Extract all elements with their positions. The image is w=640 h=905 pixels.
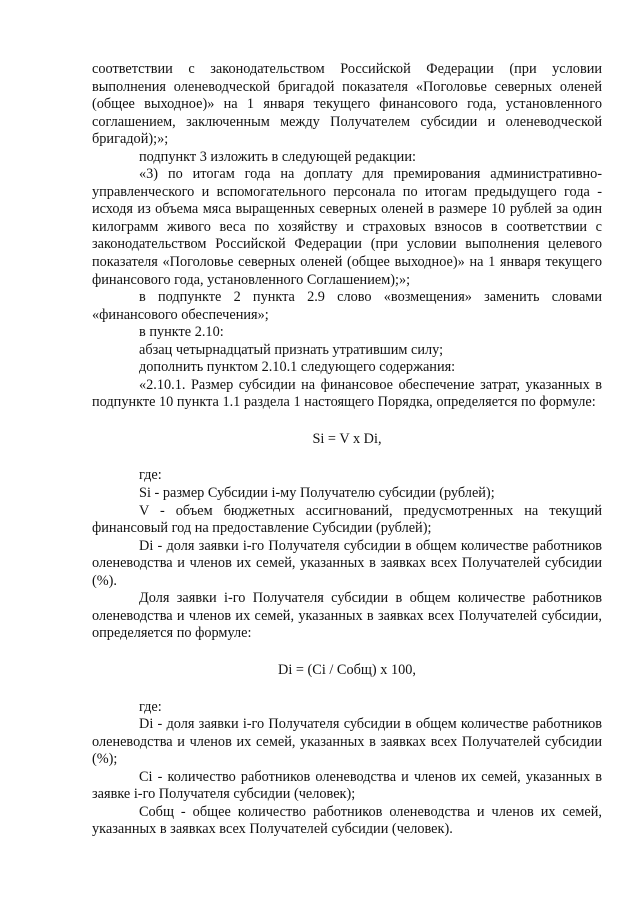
where-label-2: где:	[139, 698, 162, 715]
document-body	[92, 61, 602, 839]
paragraph-point-2-9: в подпункте 2 пункта 2.9 слово «возмещения» заменить словами «финансового обеспечения»;	[92, 289, 602, 323]
definition-ci: Ci - количество работников оленеводства и членов их семей, указанных в заявке i-го Получателя субсидии (человек);	[92, 768, 602, 803]
paragraph-continuation: соответствии с законодательством Российской Федерации (при условии выполнения оленеводческой бригадой показателя «Поголовье северных оленей (общее выходное)» на 1 января текущего финансового года, установленного соглашением, заключенным между Получателем субсидии и оленеводческой бригадой);»;	[92, 61, 602, 148]
where-label-1: где:	[139, 467, 162, 484]
paragraph-subpoint-3-instruction: подпункт 3 изложить в следующей редакции:	[139, 148, 416, 165]
paragraph-subpoint-3-text: «3) по итогам года на доплату для премирования административно-управленческого и вспомогательного персонала по итогам предыдущего года - исходя из объема мяса выращенных северных оленей в размере 10 рублей за один килограмм живого веса по хозяйству и страховых взносов в соответствии с законодательством Российской Федерации (при условии выполнения целевого показателя «Поголовье северных оленей (общее выходное)» на 1 января текущего финансового года, установленного Соглашением);»;	[92, 166, 602, 288]
definition-c-total: Cобщ - общее количество работников оленеводства и членов их семей, указанных в заявках всех Получателей субсидии (человек).	[92, 803, 602, 838]
formula-di: Di = (Ci / Cобщ) x 100,	[278, 661, 416, 678]
paragraph-add-2-10-1: дополнить пунктом 2.10.1 следующего содержания:	[139, 359, 456, 376]
definition-si: Si - размер Субсидии i-му Получателю субсидии (рублей);	[139, 485, 495, 502]
definition-di-2: Di - доля заявки i-го Получателя субсидии в общем количестве работников оленеводства и членов их семей, указанных в заявках всех Получателей субсидии (%);	[92, 716, 602, 768]
paragraph-abzac-14: абзац четырнадцатый признать утратившим силу;	[139, 341, 444, 358]
paragraph-point-2-10: в пункте 2.10:	[139, 324, 224, 341]
definition-v: V - объем бюджетных ассигнований, предусмотренных на текущий финансовый год на предоставление Субсидии (рублей);	[92, 502, 602, 537]
formula-si: Si = V x Di,	[312, 430, 382, 447]
paragraph-di-formula-intro: Доля заявки i-го Получателя субсидии в общем количестве работников оленеводства и членов их семей, указанных в заявках всех Получателей субсидии, определяется по формуле:	[92, 590, 602, 642]
definition-di: Di - доля заявки i-го Получателя субсидии в общем количестве работников оленеводства и членов их семей, указанных в заявках всех Получателей субсидии (%).	[92, 537, 602, 589]
paragraph-2-10-1-text: «2.10.1. Размер субсидии на финансовое обеспечение затрат, указанных в подпункте 10 пункта 1.1 раздела 1 настоящего Порядка, определяется по формуле:	[92, 376, 602, 411]
